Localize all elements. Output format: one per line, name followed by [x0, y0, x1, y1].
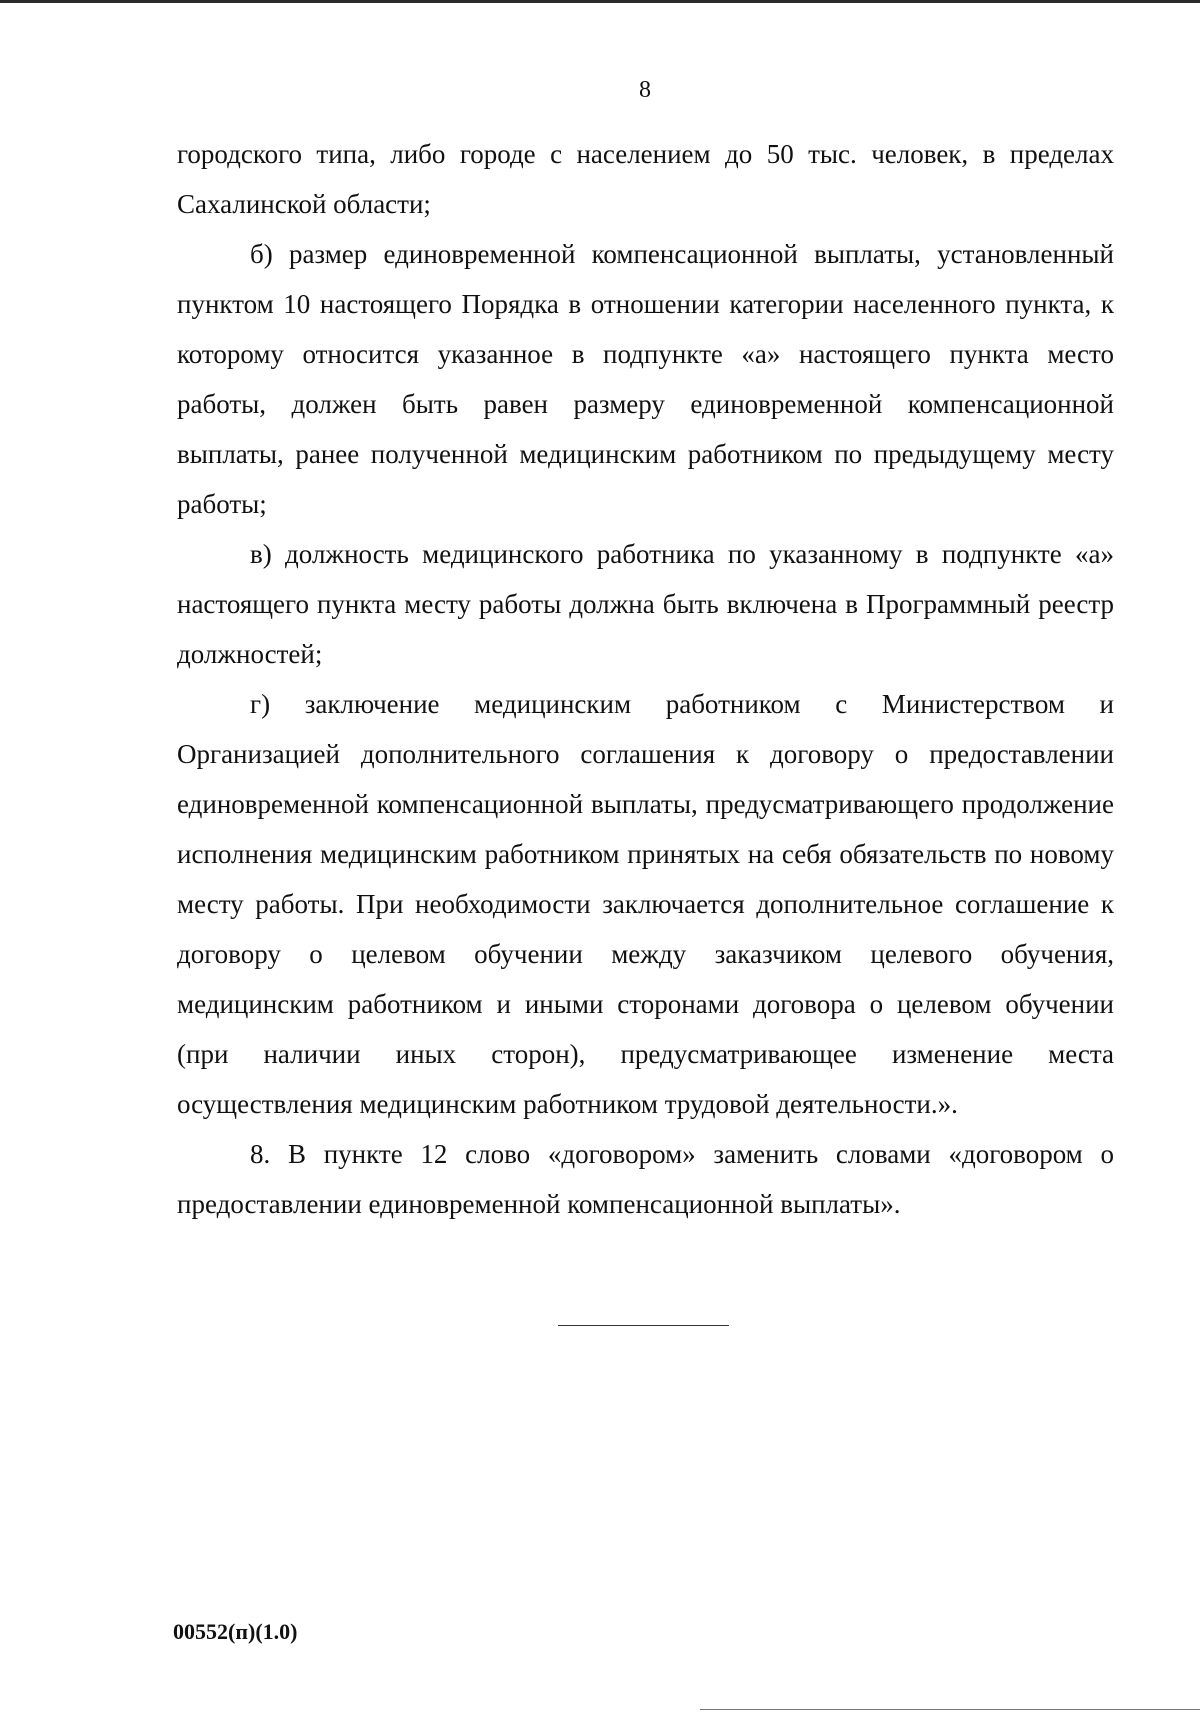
paragraph-continuation: городского типа, либо городе с населением до 50 тыс. человек, в пределах Сахалинской области;	[177, 139, 1114, 219]
page-number: 8	[639, 77, 651, 103]
bottom-scan-edge	[700, 1709, 1200, 1710]
top-scan-edge	[0, 0, 1200, 3]
document-body	[177, 129, 1114, 1229]
end-separator-line	[558, 1325, 729, 1326]
document-code: 00552(п)(1.0)	[173, 1619, 298, 1644]
paragraph-point-8: 8. В пункте 12 слово «договором» заменить словами «договором о предоставлении единовременной компенсационной выплаты».	[177, 1139, 1114, 1219]
paragraph-item-v: в) должность медицинского работника по указанному в подпункте «а» настоящего пункта месту работы должна быть включена в Программный реестр должностей;	[177, 539, 1114, 669]
paragraph-item-g: г) заключение медицинским работником с Министерством и Организацией дополнительного соглашения к договору о предоставлении единовременной компенсационной выплаты, предусматривающего продолжение исполнения медицинским работником принятых на себя обязательств по новому месту работы. При необходимости заключается дополнительное соглашение к договору о целевом обучении между заказчиком целевого обучения, медицинским работником и иными сторонами договора о целевом обучении (при наличии иных сторон), предусматривающее изменение места осуществления медицинским работником трудовой деятельности.».	[177, 689, 1114, 1119]
paragraph-item-b: б) размер единовременной компенсационной выплаты, установленный пунктом 10 настоящего Порядка в отношении категории населенного пункта, к которому относится указанное в подпункте «а» настоящего пункта место работы, должен быть равен размеру единовременной компенсационной выплаты, ранее полученной медицинским работником по предыдущему месту работы;	[177, 239, 1114, 519]
